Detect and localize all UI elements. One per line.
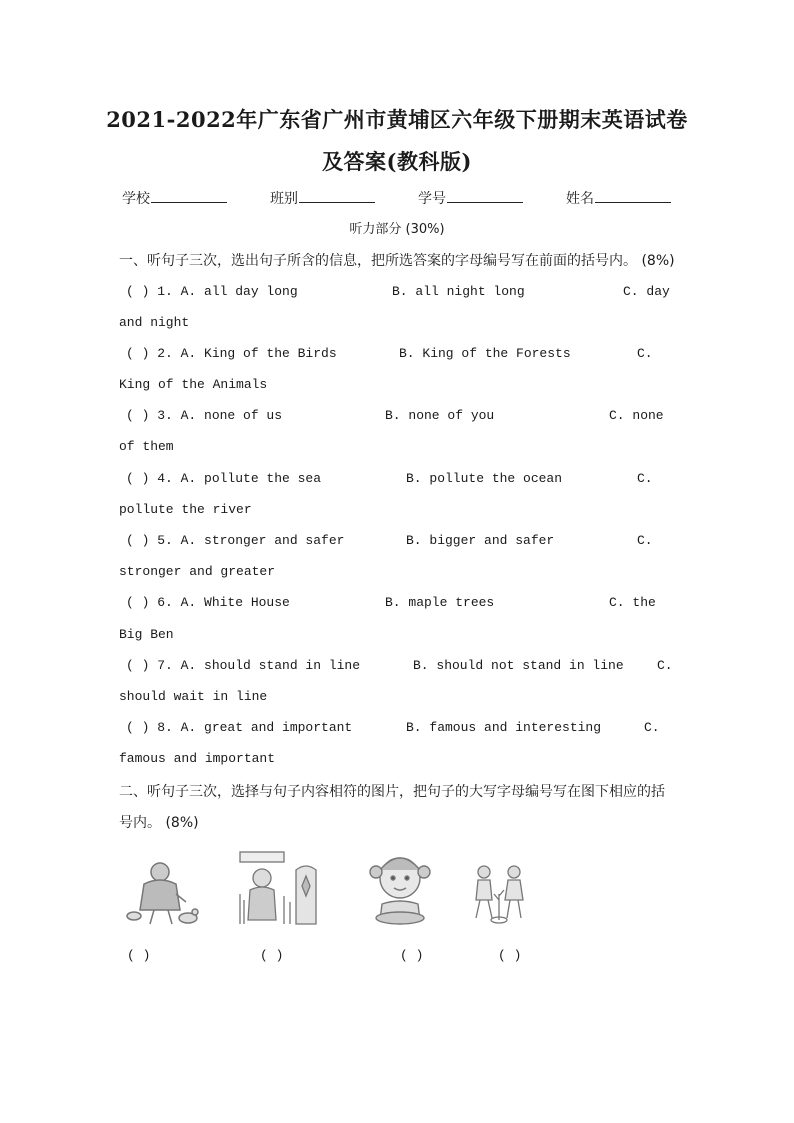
question-1-option-c: C. day xyxy=(623,284,670,299)
question-6-option-a: ( ) 6. A. White House xyxy=(126,595,290,610)
picture-1-answer-blank[interactable]: ( ) xyxy=(127,948,151,963)
picture-girl-eating xyxy=(364,850,436,928)
question-1-continuation: and night xyxy=(119,315,190,330)
picture-old-man-feeding-ducks xyxy=(124,858,206,928)
question-2-option-b: B. King of the Forests xyxy=(399,346,571,361)
field-name[interactable] xyxy=(566,188,671,208)
field-class[interactable] xyxy=(270,188,375,208)
question-7-option-c: C. xyxy=(657,658,673,673)
question-8-option-b: B. famous and interesting xyxy=(406,720,602,735)
field-label: 学号 xyxy=(418,191,446,207)
section-header: 听力部分 (30%) xyxy=(349,222,445,237)
question-2-option-c: C. xyxy=(637,346,653,361)
question-5-continuation: stronger and greater xyxy=(119,564,276,579)
document-title-line1: 2021-2022年广东省广州市黄埔区六年级下册期末英语试卷 xyxy=(106,107,688,132)
question-1-option-a: ( ) 1. A. all day long xyxy=(126,284,298,299)
field-school[interactable] xyxy=(122,188,227,208)
question-1-option-b: B. all night long xyxy=(392,284,525,299)
class-input-line[interactable] xyxy=(299,188,375,203)
question-4-option-b: B. pollute the ocean xyxy=(406,471,563,486)
field-label: 姓名 xyxy=(566,191,594,207)
question-3-continuation: of them xyxy=(119,439,174,454)
part1-instruction: 一、听句子三次，选出句子所含的信息，把所选答案的字母编号写在前面的括号内。 (8%) xyxy=(119,253,675,269)
question-2-continuation: King of the Animals xyxy=(119,377,268,392)
question-5-option-a: ( ) 5. A. stronger and safer xyxy=(126,533,345,548)
field-label: 学校 xyxy=(122,191,150,207)
question-5-option-b: B. bigger and safer xyxy=(406,533,555,548)
question-3-option-a: ( ) 3. A. none of us xyxy=(126,408,283,423)
question-4-option-c: C. xyxy=(637,471,653,486)
part2-instruction-line2: 号内。 (8%) xyxy=(119,815,199,831)
question-2-option-a: ( ) 2. A. King of the Birds xyxy=(126,346,337,361)
question-4-continuation: pollute the river xyxy=(119,502,252,517)
question-7-continuation: should wait in line xyxy=(119,689,268,704)
question-5-option-c: C. xyxy=(637,533,653,548)
question-6-option-b: B. maple trees xyxy=(385,595,495,610)
question-8-option-c: C. xyxy=(644,720,660,735)
document-title-line2: 及答案(教科版) xyxy=(322,149,472,174)
question-7-option-a: ( ) 7. A. should stand in line xyxy=(126,658,361,673)
question-8-continuation: famous and important xyxy=(119,751,276,766)
field-student-number[interactable] xyxy=(418,188,523,208)
student-number-input-line[interactable] xyxy=(447,188,523,203)
picture-children-planting-tree xyxy=(466,860,536,926)
picture-man-in-field xyxy=(236,846,330,926)
name-input-line[interactable] xyxy=(595,188,671,203)
picture-3-answer-blank[interactable]: ( ) xyxy=(400,948,424,963)
question-3-option-c: C. none xyxy=(609,408,664,423)
question-6-option-c: C. the xyxy=(609,595,656,610)
question-3-option-b: B. none of you xyxy=(385,408,495,423)
part2-instruction-line1: 二、听句子三次，选择与句子内容相符的图片，把句子的大写字母编号写在图下相应的括 xyxy=(119,784,665,800)
field-label: 班别 xyxy=(270,191,298,207)
question-6-continuation: Big Ben xyxy=(119,627,174,642)
question-4-option-a: ( ) 4. A. pollute the sea xyxy=(126,471,322,486)
school-input-line[interactable] xyxy=(151,188,227,203)
question-8-option-a: ( ) 8. A. great and important xyxy=(126,720,353,735)
picture-4-answer-blank[interactable]: ( ) xyxy=(498,948,522,963)
question-7-option-b: B. should not stand in line xyxy=(413,658,624,673)
picture-2-answer-blank[interactable]: ( ) xyxy=(260,948,284,963)
